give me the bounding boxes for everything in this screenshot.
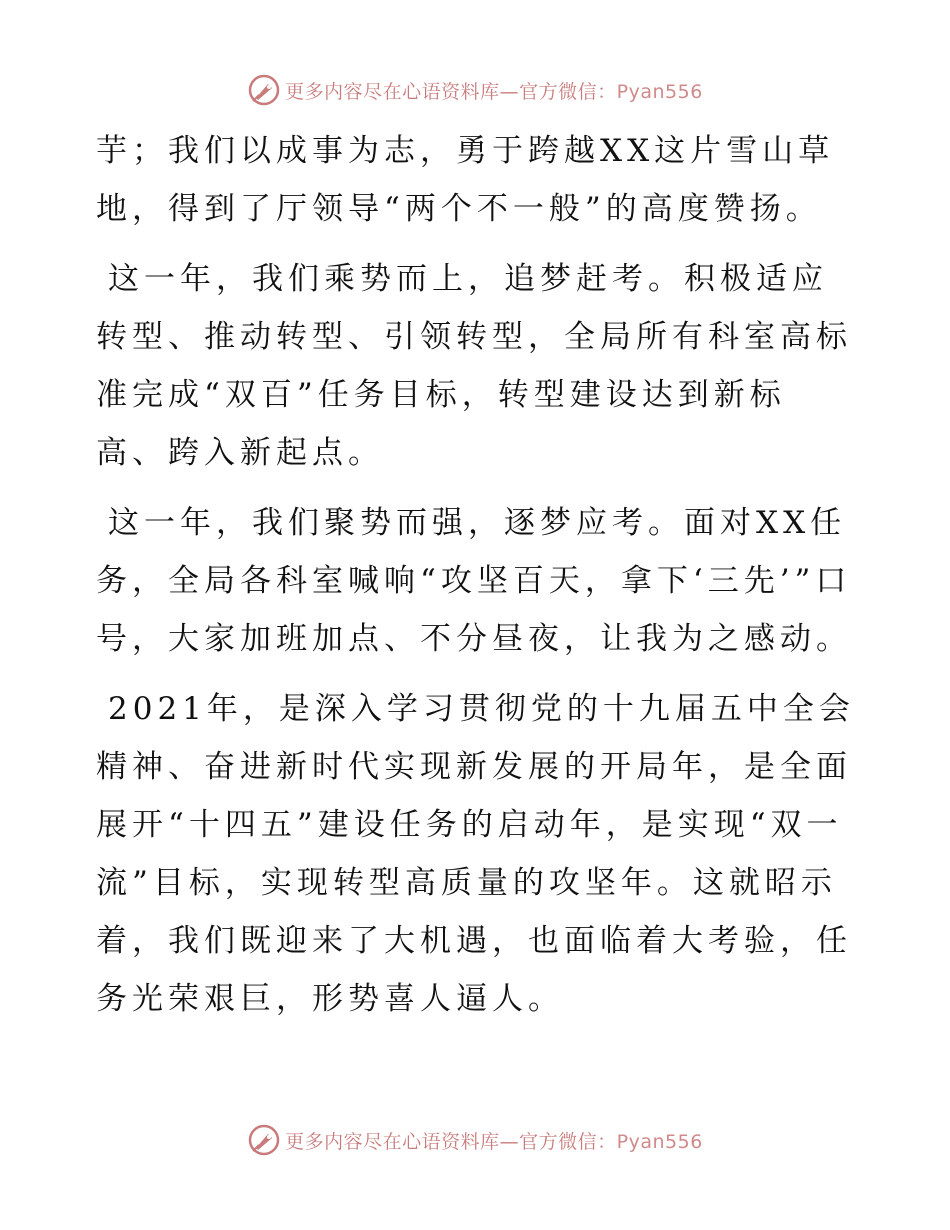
pen-nib-circle-icon — [247, 73, 281, 107]
footer-banner-text: 更多内容尽在心语资料库—官方微信：Pyan556 — [285, 1130, 703, 1153]
paragraph-3: 这一年，我们聚势而强，逐梦应考。面对XX任务，全局各科室喊响“攻坚百天，拿下‘三先’”口号，大家加班加点、不分昼夜，让我为之感动。 — [96, 505, 852, 657]
footer-banner — [0, 1120, 950, 1160]
header-banner-text: 更多内容尽在心语资料库—官方微信：Pyan556 — [285, 80, 703, 103]
pen-nib-circle-icon — [247, 1123, 281, 1157]
footer-wechat-handle: Pyan556 — [616, 1130, 703, 1153]
header-wechat-handle: Pyan556 — [616, 80, 703, 103]
header-banner — [0, 70, 950, 110]
document-body — [96, 122, 856, 1028]
paragraph-1: 芋；我们以成事为志，勇于跨越XX这片雪山草地，得到了厅领导“两个不一般”的高度赞扬。 — [96, 133, 835, 227]
paragraph-4: 2021年，是深入学习贯彻党的十九届五中全会精神、奋进新时代实现新发展的开局年，是全面展开“十四五”建设任务的启动年，是实现“双一流”目标，实现转型高质量的攻坚年。这就昭示着，我们既迎来了大机遇，也面临着大考验，任务光荣艰巨，形势喜人逼人。 — [96, 691, 855, 1017]
paragraph-2: 这一年，我们乘势而上，追梦赶考。积极适应转型、推动转型、引领转型，全局所有科室高标准完成“双百”任务目标，转型建设达到新标高、跨入新起点。 — [96, 261, 852, 471]
